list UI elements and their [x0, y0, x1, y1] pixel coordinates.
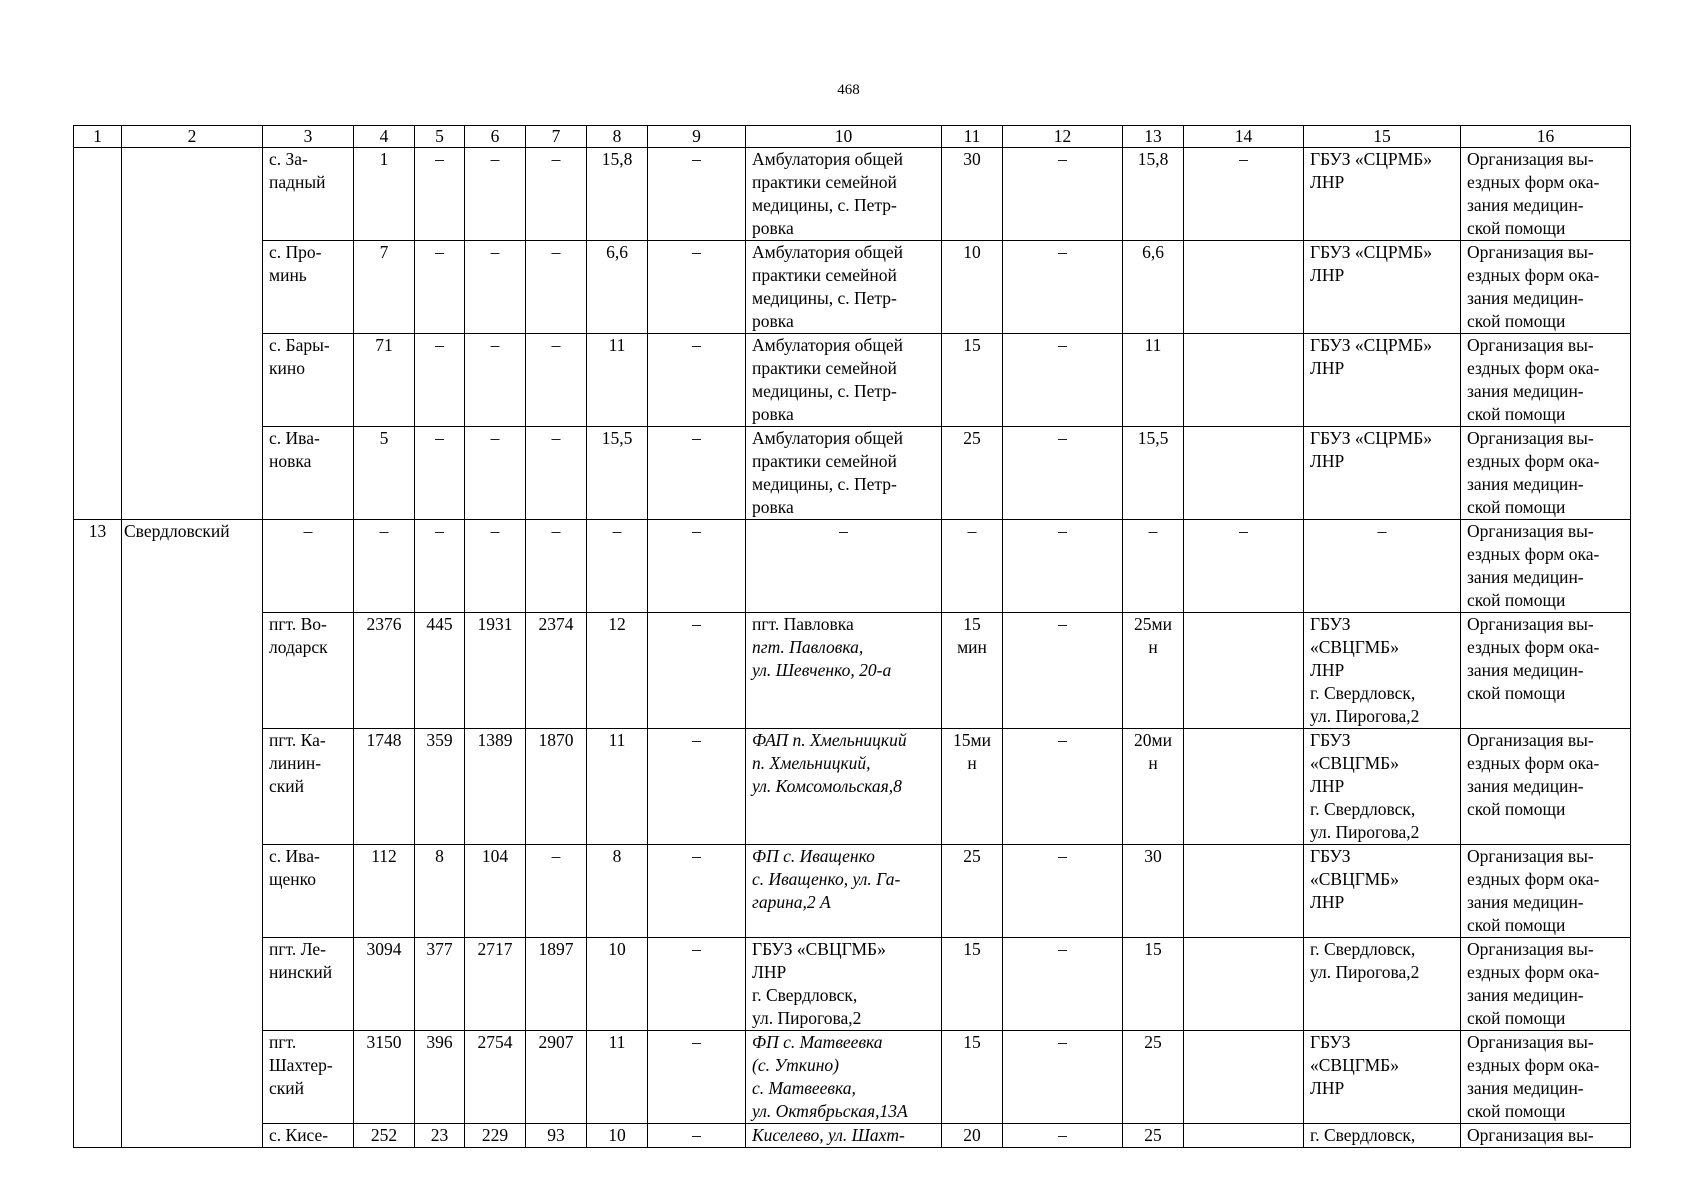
cell-col-1 [74, 148, 122, 520]
cell-col-12: – [1003, 1124, 1123, 1148]
cell-col-6: 1389 [465, 729, 526, 845]
cell-col-6: 1931 [465, 613, 526, 729]
cell-col-9: – [648, 613, 746, 729]
cell-col-9: – [648, 1031, 746, 1124]
table-row [74, 520, 1631, 613]
cell-col-9: – [648, 241, 746, 334]
column-header-2: 2 [122, 126, 263, 148]
group-name: Свердловский [122, 520, 263, 1148]
cell-col-16: Организация вы- ездных форм ока- зания медицин- ской помощи [1461, 729, 1631, 845]
column-header-4: 4 [354, 126, 415, 148]
cell-col-4: 7 [354, 241, 415, 334]
cell-col-9: – [648, 334, 746, 427]
cell-col-10: ФП с. Иващенко с. Иващенко, ул. Га- гарина,2 А [746, 845, 942, 938]
cell-col-5: 396 [415, 1031, 465, 1124]
cell-col-5: 377 [415, 938, 465, 1031]
cell-col-9: – [648, 938, 746, 1031]
cell-col-6: 2754 [465, 1031, 526, 1124]
cell-col-4: 5 [354, 427, 415, 520]
cell-col-7: 93 [526, 1124, 587, 1148]
cell-col-7: – [526, 148, 587, 241]
table-row [74, 938, 1631, 1031]
cell-col-6: 104 [465, 845, 526, 938]
cell-col-11: 15 [942, 938, 1003, 1031]
column-header-3: 3 [263, 126, 354, 148]
cell-col-4: 71 [354, 334, 415, 427]
cell-col-6: 2717 [465, 938, 526, 1031]
table-row [74, 1031, 1631, 1124]
cell-col-13: 20ми н [1123, 729, 1184, 845]
cell-col-7: 2374 [526, 613, 587, 729]
cell-col-15: ГБУЗ «СЦРМБ» ЛНР [1304, 427, 1461, 520]
cell-col-11: 30 [942, 148, 1003, 241]
cell-col-14 [1184, 1031, 1304, 1124]
cell-col-11: 10 [942, 241, 1003, 334]
cell-col-10: ГБУЗ «СВЦГМБ» ЛНР г. Свердловск, ул. Пирогова,2 [746, 938, 942, 1031]
cell-col-15: – [1304, 520, 1461, 613]
cell-col-7: 1870 [526, 729, 587, 845]
cell-col-11: 15 [942, 334, 1003, 427]
cell-col-13: 15,5 [1123, 427, 1184, 520]
cell-col-16: Организация вы- ездных форм ока- зания медицин- ской помощи [1461, 613, 1631, 729]
cell-col-10: ФАП п. Хмельницкий п. Хмельницкий, ул. Комсомольская,8 [746, 729, 942, 845]
cell-col-9: – [648, 427, 746, 520]
cell-col-12: – [1003, 148, 1123, 241]
cell-col-12: – [1003, 845, 1123, 938]
cell-col-12: – [1003, 1031, 1123, 1124]
cell-col-14 [1184, 1124, 1304, 1148]
cell-col-5: 23 [415, 1124, 465, 1148]
cell-col-5: 8 [415, 845, 465, 938]
column-header-7: 7 [526, 126, 587, 148]
cell-col-10: Амбулатория общей практики семейной медицины, с. Петр- ровка [746, 241, 942, 334]
cell-col-16: Организация вы- ездных форм ока- зания медицин- ской помощи [1461, 938, 1631, 1031]
table-row [74, 845, 1631, 938]
table-row [74, 241, 1631, 334]
column-header-10: 10 [746, 126, 942, 148]
cell-col-12: – [1003, 938, 1123, 1031]
cell-col-4: 3094 [354, 938, 415, 1031]
cell-col-8: 8 [587, 845, 648, 938]
cell-col-6: – [465, 148, 526, 241]
cell-col-12: – [1003, 729, 1123, 845]
cell-col-15: ГБУЗ «СЦРМБ» ЛНР [1304, 241, 1461, 334]
cell-col-8: 12 [587, 613, 648, 729]
cell-col-13: 6,6 [1123, 241, 1184, 334]
cell-col-3: с. За- падный [263, 148, 354, 241]
cell-col-7: – [526, 427, 587, 520]
cell-col-12: – [1003, 427, 1123, 520]
cell-col-16: Организация вы- ездных форм ока- зания медицин- ской помощи [1461, 1031, 1631, 1124]
cell-col-9: – [648, 1124, 746, 1148]
cell-col-7: – [526, 241, 587, 334]
table-row [74, 1124, 1631, 1148]
cell-col-14 [1184, 938, 1304, 1031]
cell-col-7: – [526, 520, 587, 613]
cell-col-11: 15 мин [942, 613, 1003, 729]
cell-col-5: – [415, 427, 465, 520]
cell-col-15: ГБУЗ «СВЦГМБ» ЛНР [1304, 845, 1461, 938]
cell-col-8: – [587, 520, 648, 613]
cell-col-14: – [1184, 148, 1304, 241]
cell-col-14 [1184, 845, 1304, 938]
cell-col-15: ГБУЗ «СЦРМБ» ЛНР [1304, 148, 1461, 241]
cell-col-6: – [465, 520, 526, 613]
cell-col-14: – [1184, 520, 1304, 613]
cell-col-6: – [465, 334, 526, 427]
cell-col-3: пгт. Ле- нинский [263, 938, 354, 1031]
cell-col-9: – [648, 520, 746, 613]
cell-col-9: – [648, 148, 746, 241]
cell-col-5: – [415, 334, 465, 427]
cell-col-16: Организация вы- ездных форм ока- зания медицин- ской помощи [1461, 241, 1631, 334]
cell-col-14 [1184, 241, 1304, 334]
column-header-6: 6 [465, 126, 526, 148]
table-row [74, 334, 1631, 427]
cell-col-8: 11 [587, 1031, 648, 1124]
cell-col-13: 15 [1123, 938, 1184, 1031]
table-row [74, 148, 1631, 241]
page-number: 468 [837, 82, 860, 98]
cell-col-13: 25 [1123, 1031, 1184, 1124]
cell-col-5: – [415, 241, 465, 334]
column-header-13: 13 [1123, 126, 1184, 148]
cell-col-10: пгт. Павловка пгт. Павловка, ул. Шевченко, 20-а [746, 613, 942, 729]
cell-col-3: с. Ива- новка [263, 427, 354, 520]
column-header-9: 9 [648, 126, 746, 148]
cell-col-16: Организация вы- ездных форм ока- зания медицин- ской помощи [1461, 520, 1631, 613]
cell-col-5: – [415, 520, 465, 613]
cell-col-14 [1184, 613, 1304, 729]
column-header-8: 8 [587, 126, 648, 148]
column-header-1: 1 [74, 126, 122, 148]
cell-col-9: – [648, 729, 746, 845]
table-row [74, 427, 1631, 520]
cell-col-5: 445 [415, 613, 465, 729]
table-header-row [74, 126, 1631, 148]
cell-col-11: 20 [942, 1124, 1003, 1148]
column-header-14: 14 [1184, 126, 1304, 148]
cell-col-8: 15,5 [587, 427, 648, 520]
cell-col-11: 15ми н [942, 729, 1003, 845]
column-header-15: 15 [1304, 126, 1461, 148]
cell-col-16: Организация вы- ездных форм ока- зания медицин- ской помощи [1461, 148, 1631, 241]
cell-col-11: 25 [942, 845, 1003, 938]
cell-col-7: 1897 [526, 938, 587, 1031]
cell-col-10: Амбулатория общей практики семейной медицины, с. Петр- ровка [746, 334, 942, 427]
cell-col-8: 11 [587, 729, 648, 845]
cell-col-10: – [746, 520, 942, 613]
cell-col-13: 25 [1123, 1124, 1184, 1148]
cell-col-13: 30 [1123, 845, 1184, 938]
cell-col-10: Амбулатория общей практики семейной медицины, с. Петр- ровка [746, 148, 942, 241]
column-header-12: 12 [1003, 126, 1123, 148]
cell-col-12: – [1003, 520, 1123, 613]
cell-col-3: пгт. Шахтер- ский [263, 1031, 354, 1124]
cell-col-9: – [648, 845, 746, 938]
cell-col-3: с. Кисе- [263, 1124, 354, 1148]
table-row [74, 729, 1631, 845]
cell-col-13: 25ми н [1123, 613, 1184, 729]
cell-col-4: 1 [354, 148, 415, 241]
cell-col-14 [1184, 334, 1304, 427]
cell-col-15: ГБУЗ «СВЦГМБ» ЛНР [1304, 1031, 1461, 1124]
data-table [73, 125, 1631, 1148]
cell-col-12: – [1003, 334, 1123, 427]
cell-col-7: – [526, 334, 587, 427]
cell-col-6: – [465, 427, 526, 520]
table-row [74, 613, 1631, 729]
cell-col-8: 11 [587, 334, 648, 427]
cell-col-5: – [415, 148, 465, 241]
cell-col-4: 1748 [354, 729, 415, 845]
cell-col-13: 15,8 [1123, 148, 1184, 241]
cell-col-11: 15 [942, 1031, 1003, 1124]
cell-col-16: Организация вы- [1461, 1124, 1631, 1148]
cell-col-15: г. Свердловск, [1304, 1124, 1461, 1148]
cell-col-8: 10 [587, 938, 648, 1031]
cell-col-16: Организация вы- ездных форм ока- зания медицин- ской помощи [1461, 845, 1631, 938]
column-header-16: 16 [1461, 126, 1631, 148]
cell-col-7: – [526, 845, 587, 938]
cell-col-10: Киселево, ул. Шахт- [746, 1124, 942, 1148]
cell-col-14 [1184, 729, 1304, 845]
cell-col-4: 112 [354, 845, 415, 938]
cell-col-6: 229 [465, 1124, 526, 1148]
cell-col-3: пгт. Во- лодарск [263, 613, 354, 729]
cell-col-3: – [263, 520, 354, 613]
cell-col-14 [1184, 427, 1304, 520]
cell-col-4: – [354, 520, 415, 613]
cell-col-3: пгт. Ка- линин- ский [263, 729, 354, 845]
cell-col-15: ГБУЗ «СВЦГМБ» ЛНР г. Свердловск, ул. Пирогова,2 [1304, 613, 1461, 729]
cell-col-15: ГБУЗ «СЦРМБ» ЛНР [1304, 334, 1461, 427]
cell-col-12: – [1003, 241, 1123, 334]
cell-col-16: Организация вы- ездных форм ока- зания медицин- ской помощи [1461, 334, 1631, 427]
cell-col-13: – [1123, 520, 1184, 613]
group-number: 13 [74, 520, 122, 1148]
cell-col-4: 3150 [354, 1031, 415, 1124]
cell-col-3: с. Про- минь [263, 241, 354, 334]
cell-col-15: г. Свердловск, ул. Пирогова,2 [1304, 938, 1461, 1031]
column-header-11: 11 [942, 126, 1003, 148]
cell-col-12: – [1003, 613, 1123, 729]
cell-col-5: 359 [415, 729, 465, 845]
cell-col-15: ГБУЗ «СВЦГМБ» ЛНР г. Свердловск, ул. Пирогова,2 [1304, 729, 1461, 845]
cell-col-8: 10 [587, 1124, 648, 1148]
cell-col-2 [122, 148, 263, 520]
cell-col-16: Организация вы- ездных форм ока- зания медицин- ской помощи [1461, 427, 1631, 520]
cell-col-13: 11 [1123, 334, 1184, 427]
cell-col-8: 6,6 [587, 241, 648, 334]
cell-col-4: 252 [354, 1124, 415, 1148]
cell-col-4: 2376 [354, 613, 415, 729]
cell-col-3: с. Бары- кино [263, 334, 354, 427]
cell-col-7: 2907 [526, 1031, 587, 1124]
cell-col-8: 15,8 [587, 148, 648, 241]
cell-col-11: 25 [942, 427, 1003, 520]
column-header-5: 5 [415, 126, 465, 148]
cell-col-6: – [465, 241, 526, 334]
cell-col-10: ФП с. Матвеевка (с. Уткино) с. Матвеевка, ул. Октябрьская,13А [746, 1031, 942, 1124]
cell-col-10: Амбулатория общей практики семейной медицины, с. Петр- ровка [746, 427, 942, 520]
cell-col-11: – [942, 520, 1003, 613]
cell-col-3: с. Ива- щенко [263, 845, 354, 938]
